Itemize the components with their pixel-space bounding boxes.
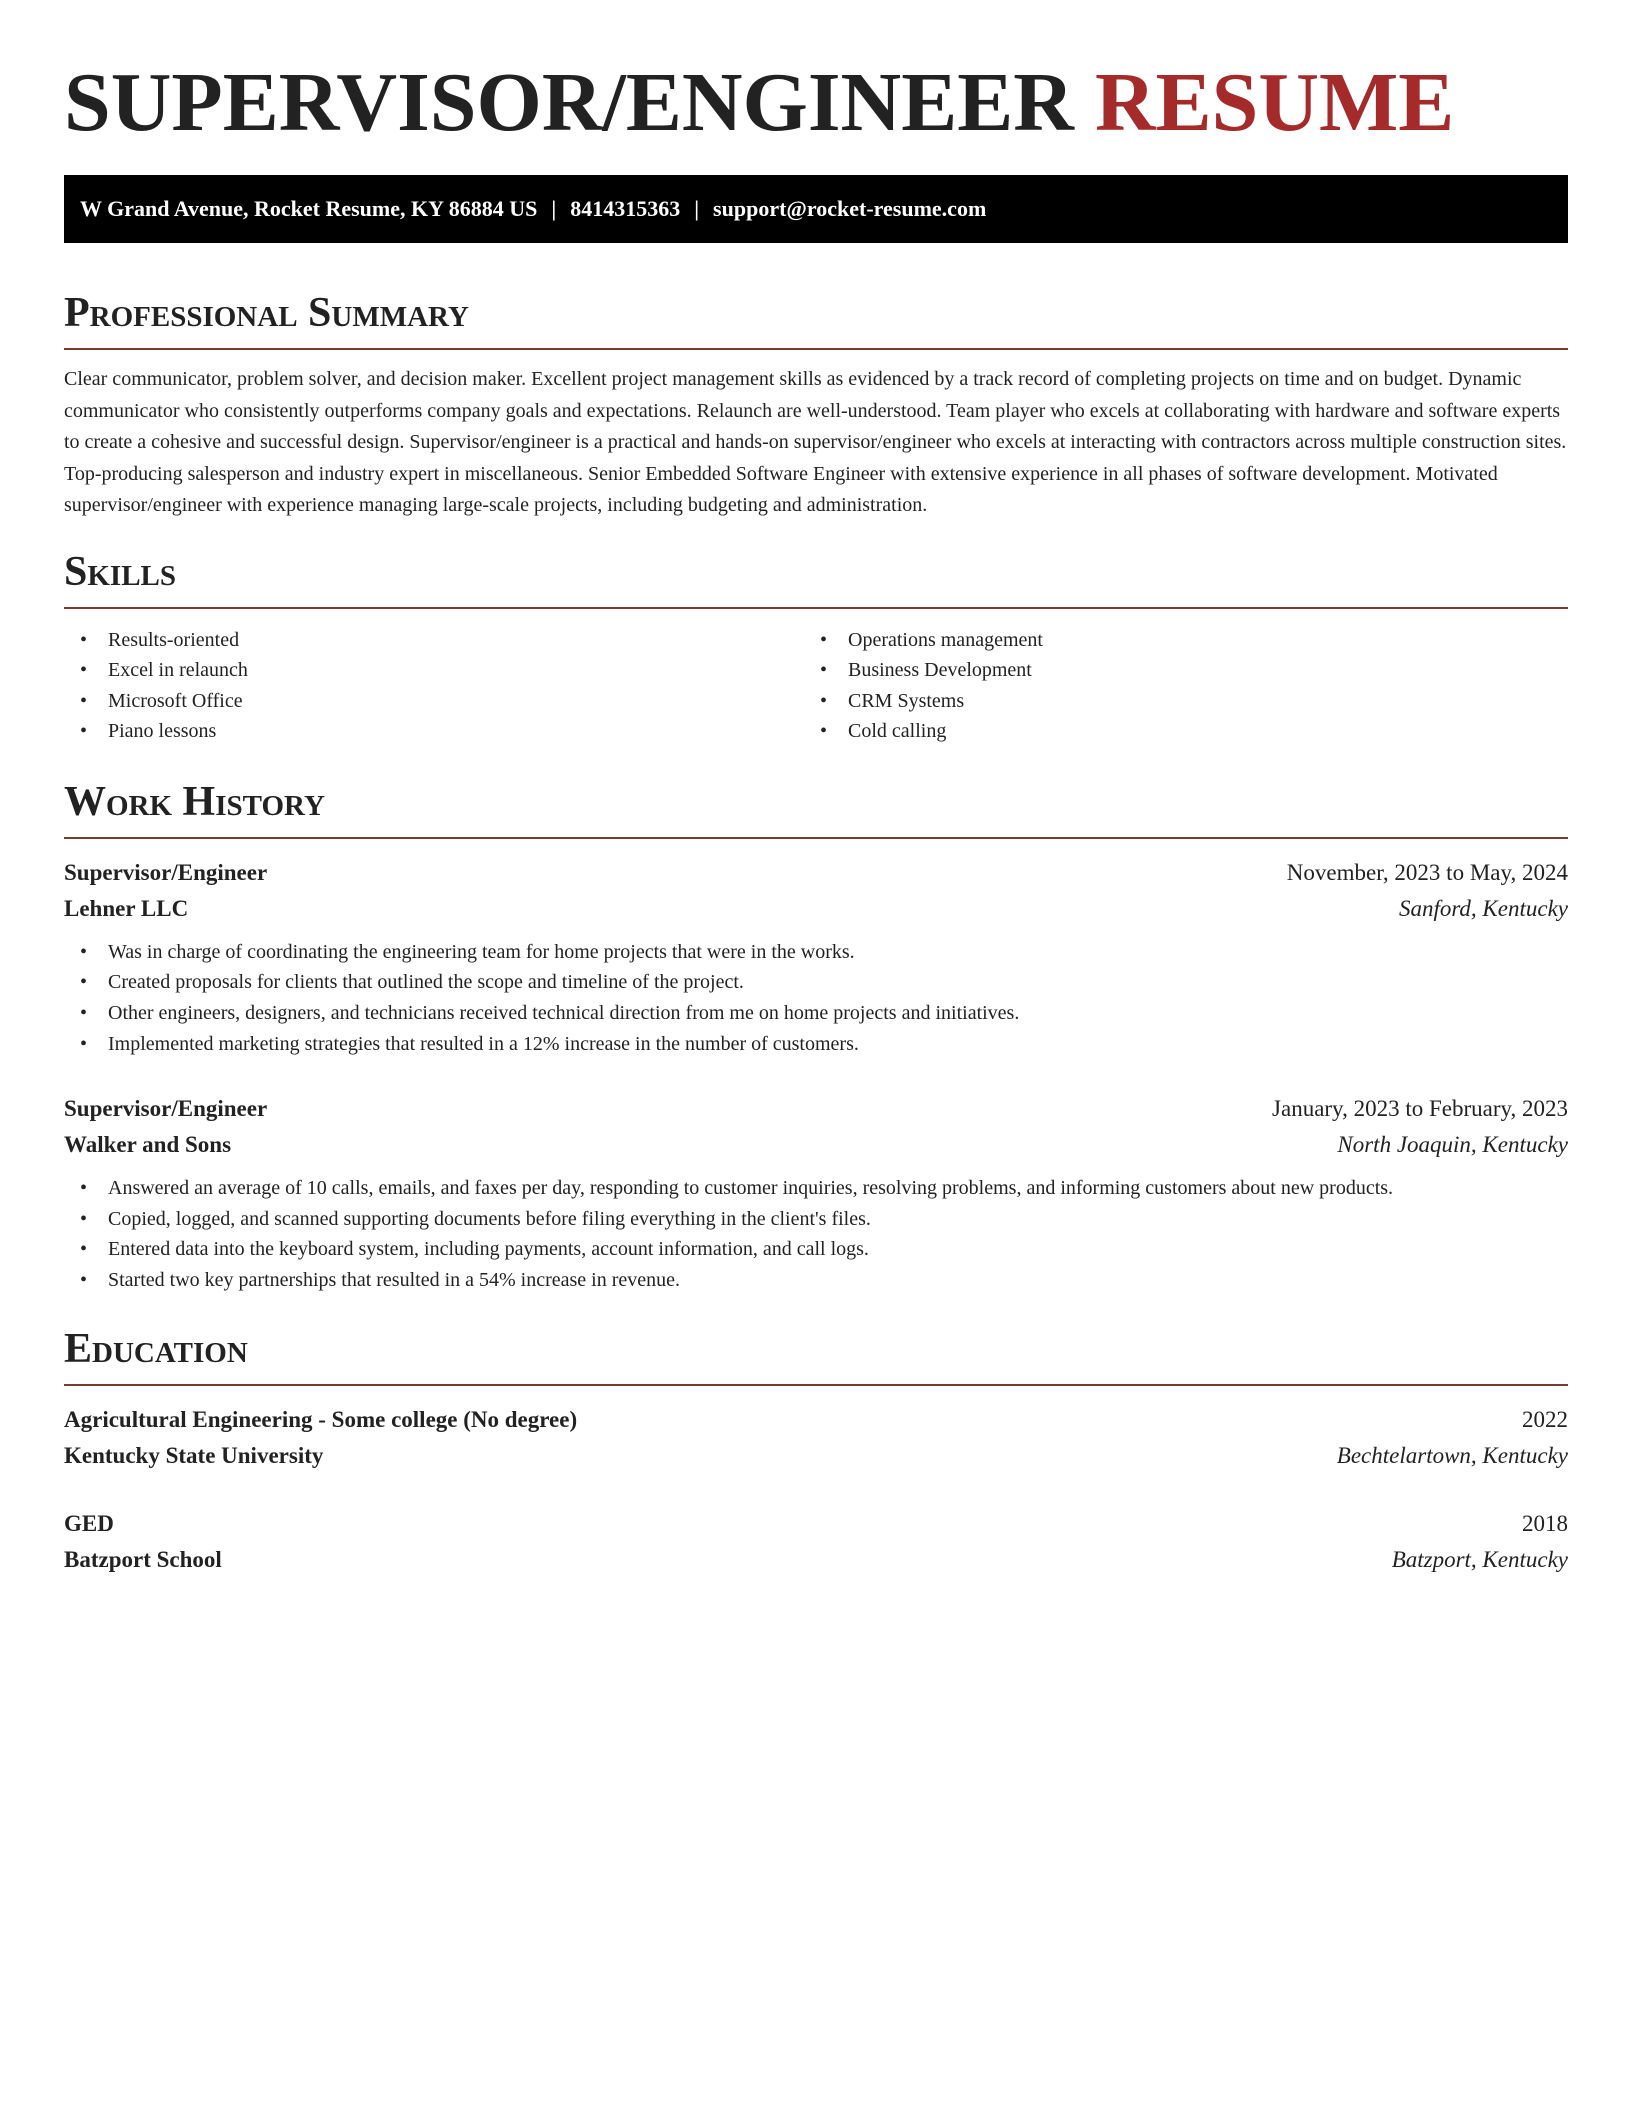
summary-text: Clear communicator, problem solver, and decision maker. Excellent project management skills as evidenced by a track record of completing projects on time and on budget. Dynamic communicator who consistently outperforms company goals and expectations. Relaunch are well-understood. Team player who excels at collaborating with hardware and software experts to create a cohesive and successful design. Supervisor/engineer is a practical and hands-on supervisor/engineer who excels at interacting with contractors across multiple construction sites. Top-producing salesperson and industry expert in miscellaneous. Senior Embedded Software Engineer with extensive experience in all phases of software development. Motivated supervisor/engineer with experience managing large-scale projects, including budgeting and administration. [64, 368, 1567, 516]
education-location: Batzport, Kentucky [1391, 1546, 1568, 1572]
job-bullets [64, 937, 1568, 1059]
skill-item: • Microsoft Office [64, 686, 804, 717]
skill-item: • Piano lessons [64, 716, 804, 747]
skill-item: • Results-oriented [64, 625, 804, 656]
summary-section [64, 288, 1568, 522]
job-bullets [64, 1173, 1568, 1295]
resume-title [64, 0, 1568, 151]
education-location: Bechtelartown, Kentucky [1336, 1442, 1568, 1468]
contact-separator: | [694, 196, 700, 221]
job-dates: January, 2023 to February, 2023 [1272, 1096, 1568, 1122]
education-heading: Education [64, 1325, 248, 1372]
skills-columns [64, 625, 1568, 747]
education-year: 2018 [1522, 1510, 1568, 1536]
education-school: Batzport School [64, 1546, 222, 1572]
job-company: Lehner LLC [64, 895, 189, 921]
education-school-row [64, 1438, 1568, 1474]
skill-item: • Excel in relaunch [64, 655, 804, 686]
job-header-row [64, 855, 1568, 891]
section-divider [64, 837, 1568, 839]
education-entry [64, 1506, 1568, 1578]
education-section [64, 1324, 1568, 1578]
education-school-row [64, 1542, 1568, 1578]
job-bullet: • Copied, logged, and scanned supporting documents before filing everything in the client's files. [64, 1204, 1568, 1235]
skills-right-column [804, 625, 1544, 747]
education-degree-row [64, 1506, 1568, 1542]
job-location: North Joaquin, Kentucky [1337, 1132, 1568, 1158]
education-year: 2022 [1522, 1406, 1568, 1432]
job-company: Walker and Sons [64, 1132, 232, 1158]
title-accent: RESUME [1094, 56, 1455, 149]
skills-heading: Skills [64, 548, 177, 595]
contact-phone: 8414315363 [570, 196, 681, 221]
work-history-heading: Work History [64, 778, 325, 825]
resume-page [64, 0, 1568, 1578]
contact-address: W Grand Avenue, Rocket Resume, KY 86884 US [80, 196, 538, 221]
contact-bar [64, 175, 1568, 243]
job-entry [64, 855, 1568, 1059]
job-bullet: • Was in charge of coordinating the engineering team for home projects that were in the works. [64, 937, 1568, 968]
skill-item: • Cold calling [804, 716, 1544, 747]
section-divider [64, 348, 1568, 350]
job-dates: November, 2023 to May, 2024 [1286, 859, 1568, 885]
skill-item: • CRM Systems [804, 686, 1544, 717]
contact-separator: | [551, 196, 557, 221]
job-title: Supervisor/Engineer [64, 859, 268, 885]
education-school: Kentucky State University [64, 1442, 324, 1468]
skills-section [64, 547, 1568, 747]
section-divider [64, 1384, 1568, 1386]
education-degree-row [64, 1402, 1568, 1438]
job-company-row [64, 1127, 1568, 1163]
job-bullet: • Started two key partnerships that resulted in a 54% increase in revenue. [64, 1265, 1568, 1296]
job-location: Sanford, Kentucky [1398, 895, 1568, 921]
job-bullet: • Entered data into the keyboard system, including payments, account information, and call logs. [64, 1234, 1568, 1265]
education-degree: GED [64, 1510, 114, 1536]
job-entry [64, 1091, 1568, 1295]
job-company-row [64, 891, 1568, 927]
job-bullet: • Other engineers, designers, and technicians received technical direction from me on home projects and initiatives. [64, 998, 1568, 1029]
job-header-row [64, 1091, 1568, 1127]
skill-item: • Business Development [804, 655, 1544, 686]
job-bullet: • Created proposals for clients that outlined the scope and timeline of the project. [64, 967, 1568, 998]
education-degree: Agricultural Engineering - Some college (No degree) [64, 1406, 578, 1432]
job-bullet: • Answered an average of 10 calls, emails, and faxes per day, responding to customer inquiries, resolving problems, and informing customers about new products. [64, 1173, 1568, 1204]
skills-left-column [64, 625, 804, 747]
summary-heading: Professional Summary [64, 290, 469, 336]
contact-email: support@rocket-resume.com [713, 196, 987, 221]
education-entry [64, 1402, 1568, 1474]
section-divider [64, 607, 1568, 609]
title-main: SUPERVISOR/ENGINEER [64, 56, 1074, 149]
job-bullet: • Implemented marketing strategies that resulted in a 12% increase in the number of customers. [64, 1029, 1568, 1060]
work-history-section [64, 777, 1568, 1296]
skill-item: • Operations management [804, 625, 1544, 656]
job-title: Supervisor/Engineer [64, 1096, 268, 1122]
